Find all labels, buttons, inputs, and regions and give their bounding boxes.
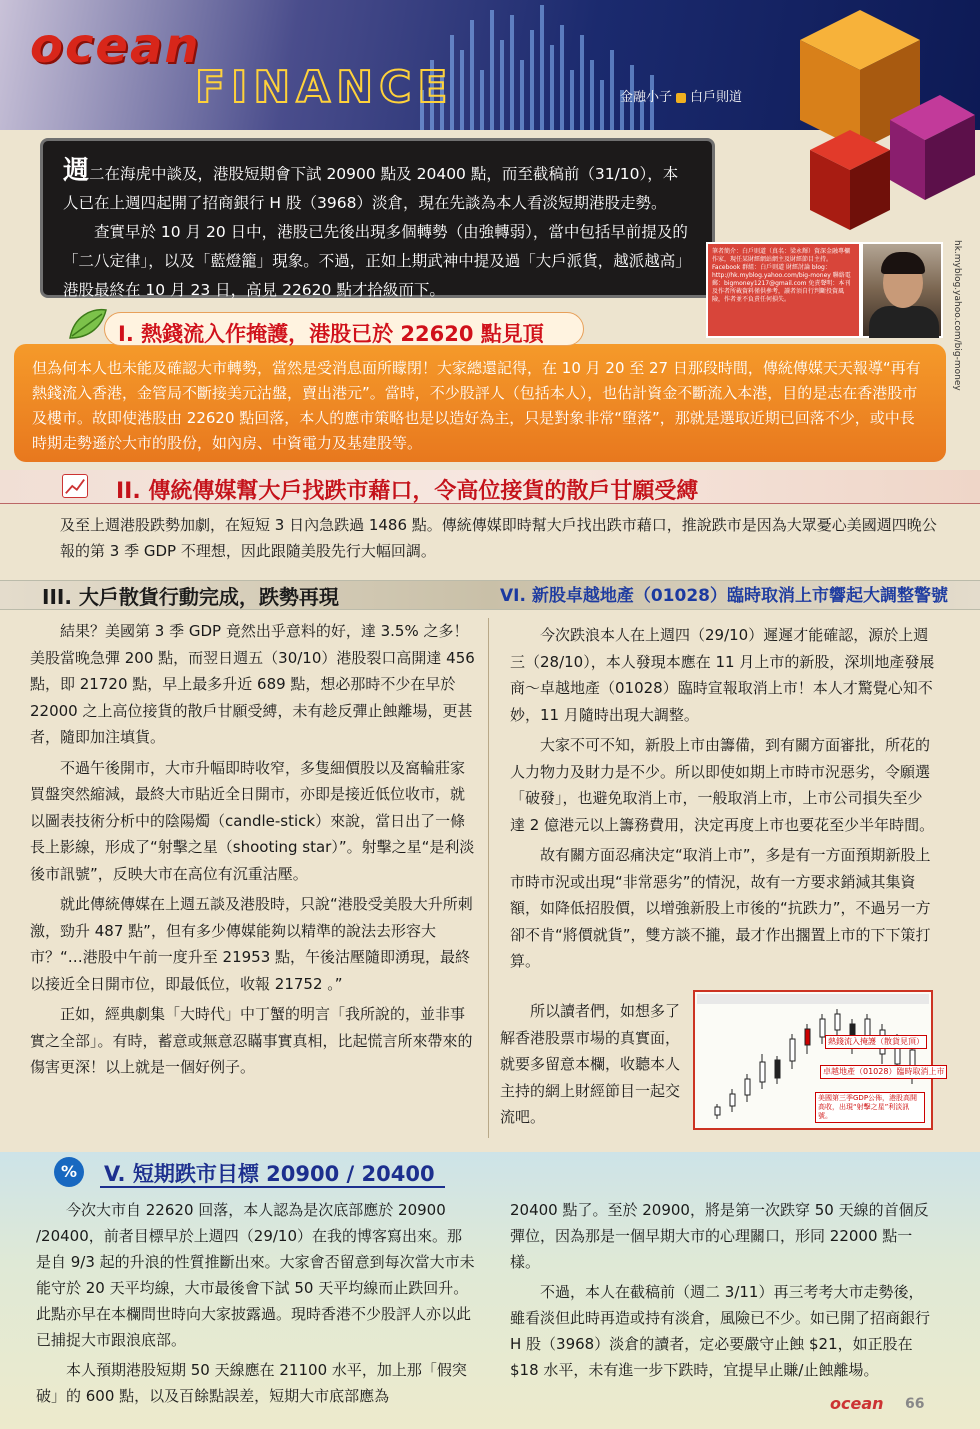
title-underline bbox=[100, 1186, 445, 1188]
equalizer-bar bbox=[540, 5, 544, 130]
chart-line-icon bbox=[62, 474, 88, 498]
equalizer-bar bbox=[610, 50, 614, 130]
equalizer-bar bbox=[460, 50, 464, 130]
section-3-column bbox=[30, 618, 478, 1085]
section-5-column-right bbox=[510, 1197, 935, 1387]
equalizer-bar bbox=[600, 80, 604, 130]
bullet-icon bbox=[676, 93, 686, 103]
paragraph: 今次跌浪本人在上週四（29/10）遲遲才能確認，源於上週三（28/10），本人發現本應在 11 月上市的新股，深圳地產發展商～卓越地產（01028）臨時宣報取消上市！本人才驚覺心知不妙，11 月隨時出現大調整。 bbox=[510, 626, 935, 724]
chart-annotation: 美國第三季GDP公佈，港股高開高收，出現“射擊之星”利淡訊號。 bbox=[815, 1092, 925, 1123]
paragraph: 本人預期港股短期 50 天線應在 21100 水平，加上那「假突破」的 600 點，以及百餘點誤差，短期大市底部應為 bbox=[36, 1361, 467, 1405]
footer-logo: ocean bbox=[830, 1394, 884, 1413]
intro-paragraph: 查實早於 10 月 20 日中，港股已先後出現多個轉勢（由強轉弱），當中包括早前提及的「二八定律」，以及「藍燈籠」現象。不過，正如上期武神中提及過「大戶派貨，越派越高」港股最終在 10 月 23 日，高見 22620 點才拾級而下。 bbox=[63, 223, 691, 299]
section-6-closing: 所以讀者們，如想多了解香港股票市場的真實面，就要多留意本欄，收聽本人主持的網上財經節目一起交流吧。 bbox=[500, 1002, 681, 1126]
equalizer-bar bbox=[520, 60, 524, 130]
section-2-body: 及至上週港股跌勢加劇，在短短 3 日內急跌過 1486 點。傳統傳媒即時幫大戶找出跌市藉口，推說跌市是因為大眾憂心美國週四晚公報的第 3 季 GDP 不理想，因此跟隨美股先行大幅回調。 bbox=[60, 516, 937, 560]
section-2-title: II. 傳統傳媒幫大戶找跌市藉口，令高位接貨的散戶甘願受縛 bbox=[116, 479, 699, 504]
equalizer-bar bbox=[470, 20, 474, 130]
section-6-title: VI. 新股卓越地產（01028）臨時取消上市響起大調整警號 bbox=[500, 586, 949, 606]
chart-annotation: 熱錢流入掩護（散貨見頂） bbox=[825, 1035, 927, 1049]
section-1-body: 但為何本人也未能及確認大市轉勢，當然是受消息面所矇閉！大家總還記得，在 10 月 20 至 27 日那段時間，傳統傳媒天天報導“再有熱錢流入香港，金管局不斷接美元沽盤，賣出港元”。當時，不少股評人（包括本人），也估計資金不斷流入本港，目的是志在香港股市及樓市。故即使港股由 22620 點回落，本人的應市策略也是以造好為主，只是對象非常“墮落”，那就是選取近期已回落不少，或中長時期走勢遜於大市的股份，如內房、中資電力及基建股等。 bbox=[14, 344, 946, 462]
section-3-title: III. 大戶散貨行動完成，跌勢再現 bbox=[42, 585, 339, 609]
paragraph: 結果？美國第 3 季 GDP 竟然出乎意料的好，達 3.5% 之多！美股當晚急彈 200 點，而翌日週五（30/10）港股裂口高開達 456 點，即 21720 點，早上最多升近 689 點，想必那時不少在早於 22000 之上高位接貨的散戶甘願受縛，未有趁反彈止蝕離場，更甚者，隨即加注填貨。 bbox=[30, 622, 475, 746]
equalizer-bar bbox=[580, 35, 584, 130]
byline-author: 金融小子 bbox=[620, 90, 673, 105]
column-divider bbox=[488, 618, 489, 1138]
equalizer-bar bbox=[570, 70, 574, 130]
paragraph: 不過，本人在截稿前（週二 3/11）再三考考大市走勢後，雖看淡但此時再造或持有淡倉，風險已不少。如已開了招商銀行 H 股（3968）淡倉的讀者，定必要嚴守止蝕 $21，如正股在 $18 水平，未有進一步下跌時，宜提早止賺/止蝕離場。 bbox=[510, 1283, 931, 1379]
magazine-logo: ocean bbox=[30, 18, 201, 74]
byline bbox=[620, 86, 742, 105]
leaf-icon bbox=[66, 306, 110, 342]
section-5-column-left bbox=[36, 1197, 476, 1413]
equalizer-bar bbox=[590, 60, 594, 130]
section-5-title: V. 短期跌市目標 20900 / 20400 bbox=[104, 1162, 435, 1186]
paragraph: 正如，經典劇集「大時代」中丁蟹的明言「我所說的，並非事實之全部」。有時，蓄意或無意忍瞞事實真相，比起慌言所來帶來的傷害更深！以上就是一個好例子。 bbox=[30, 1005, 473, 1076]
paragraph: 就此傳統傳媒在上週五談及港股時，只說“港股受美股大升所刺激，勁升 487 點”，但有多少傳媒能夠以精準的說法去形容大市？“…港股中午前一度升至 21953 點，午後沽壓隨即湧現，最終以接近全日開市位，即最低位，收報 21752 。” bbox=[30, 895, 473, 993]
author-photo bbox=[861, 242, 943, 338]
paragraph: 20400 點了。至於 20900，將是第一次跌穿 50 天線的首個反彈位，因為那是一個早期大市的心理關口，形同 22000 點一樣。 bbox=[510, 1201, 929, 1271]
paragraph: 大家不可不知，新股上市由籌備，到有關方面審批，所花的人力物力及財力是不少。所以即使如期上市時市況惡劣，令願選「破發」，也避免取消上市，一般取消上市，上市公司損失至少達 2 億港元以上籌務費用，決定再度上市也要花至少半年時間。 bbox=[510, 736, 935, 834]
equalizer-bar bbox=[500, 40, 504, 130]
percent-icon: % bbox=[54, 1157, 84, 1187]
equalizer-bar bbox=[480, 70, 484, 130]
page-number: 66 bbox=[905, 1396, 925, 1412]
chart-annotation: 卓越地產（01028）臨時取消上市 bbox=[820, 1065, 947, 1079]
side-url: hk.myblog.yahoo.com/big-money bbox=[952, 240, 962, 391]
section-logo: FINANCE bbox=[195, 62, 454, 113]
intro-paragraph bbox=[63, 157, 692, 218]
3d-chart-icon bbox=[740, 0, 980, 240]
equalizer-bar bbox=[490, 10, 494, 130]
paragraph: 今次大市自 22620 回落，本人認為是次底部應於 20900 /20400，前者目標早於上週四（29/10）在我的博客寫出來。那是自 9/3 起的升浪的性質推斷出來。大家會否留意到每次當大市未能守於 20 天平均線，大市最後會下試 50 天平均線而止跌回升。此點亦早在本欄問世時向大家披露過。現時香港不少股評人亦以此已捕捉大市跟浪底部。 bbox=[36, 1201, 475, 1349]
byline-column: 白戶則道 bbox=[690, 90, 743, 105]
author-info-box: 筆者簡介：白戶則道（真名：梁永輝）資深金融專欄作家，現任某財經網站網主及財經節目主持。Facebook 群組：白戶則道 財經討論 blog：http://hk.myblog.yahoo.com/big-money 聯絡電郵：bigmoney1217@gmail.com 免責聲明：本刊及作者所載資料僅供參考，讀者須自行判斷投資風險，作者並不負責任何損失。 bbox=[706, 242, 861, 338]
equalizer-bar bbox=[550, 45, 554, 130]
paragraph: 故有關方面忍痛決定“取消上市”，多是有一方面預期新股上市時市況或出現“非常惡劣”的情況，故有一方要求銷減其集資額，如降低招股價，以增強新股上市後的“抗跌力”，不過另一方卻不肯“將價就貨”，雙方談不攏，最才作出擱置上市的下下策打算。 bbox=[510, 846, 931, 970]
intro-box bbox=[40, 138, 715, 298]
section-1-title: I. 熱錢流入作掩護，港股已於 22620 點見頂 bbox=[118, 322, 544, 346]
paragraph: 不過午後開市，大市升幅即時收窄，多隻細價股以及窩輪莊家買盤突然縮減，最終大市貼近全日開市，亦即是接近低位收市，就以圖表技術分析中的陰陽燭（candle-stick）來說，當日出了一條長上影線，形成了“射擊之星（shooting star）”。射擊之星“是利淡後市訊號”，反映大市在高位有沉重沽壓。 bbox=[30, 758, 475, 883]
drop-cap: 週 bbox=[63, 156, 90, 186]
section-6-column bbox=[510, 622, 935, 979]
equalizer-bar bbox=[560, 25, 564, 130]
intro-text: 二在海虎中談及，港股短期會下試 20900 點及 20400 點，而至截稿前（31/10），本人已在上週四起開了招商銀行 H 股（3968）淡倉，現在先談為本人看淡短期港股走勢。 bbox=[63, 165, 679, 212]
equalizer-bar bbox=[510, 15, 514, 130]
equalizer-bar bbox=[530, 30, 534, 130]
